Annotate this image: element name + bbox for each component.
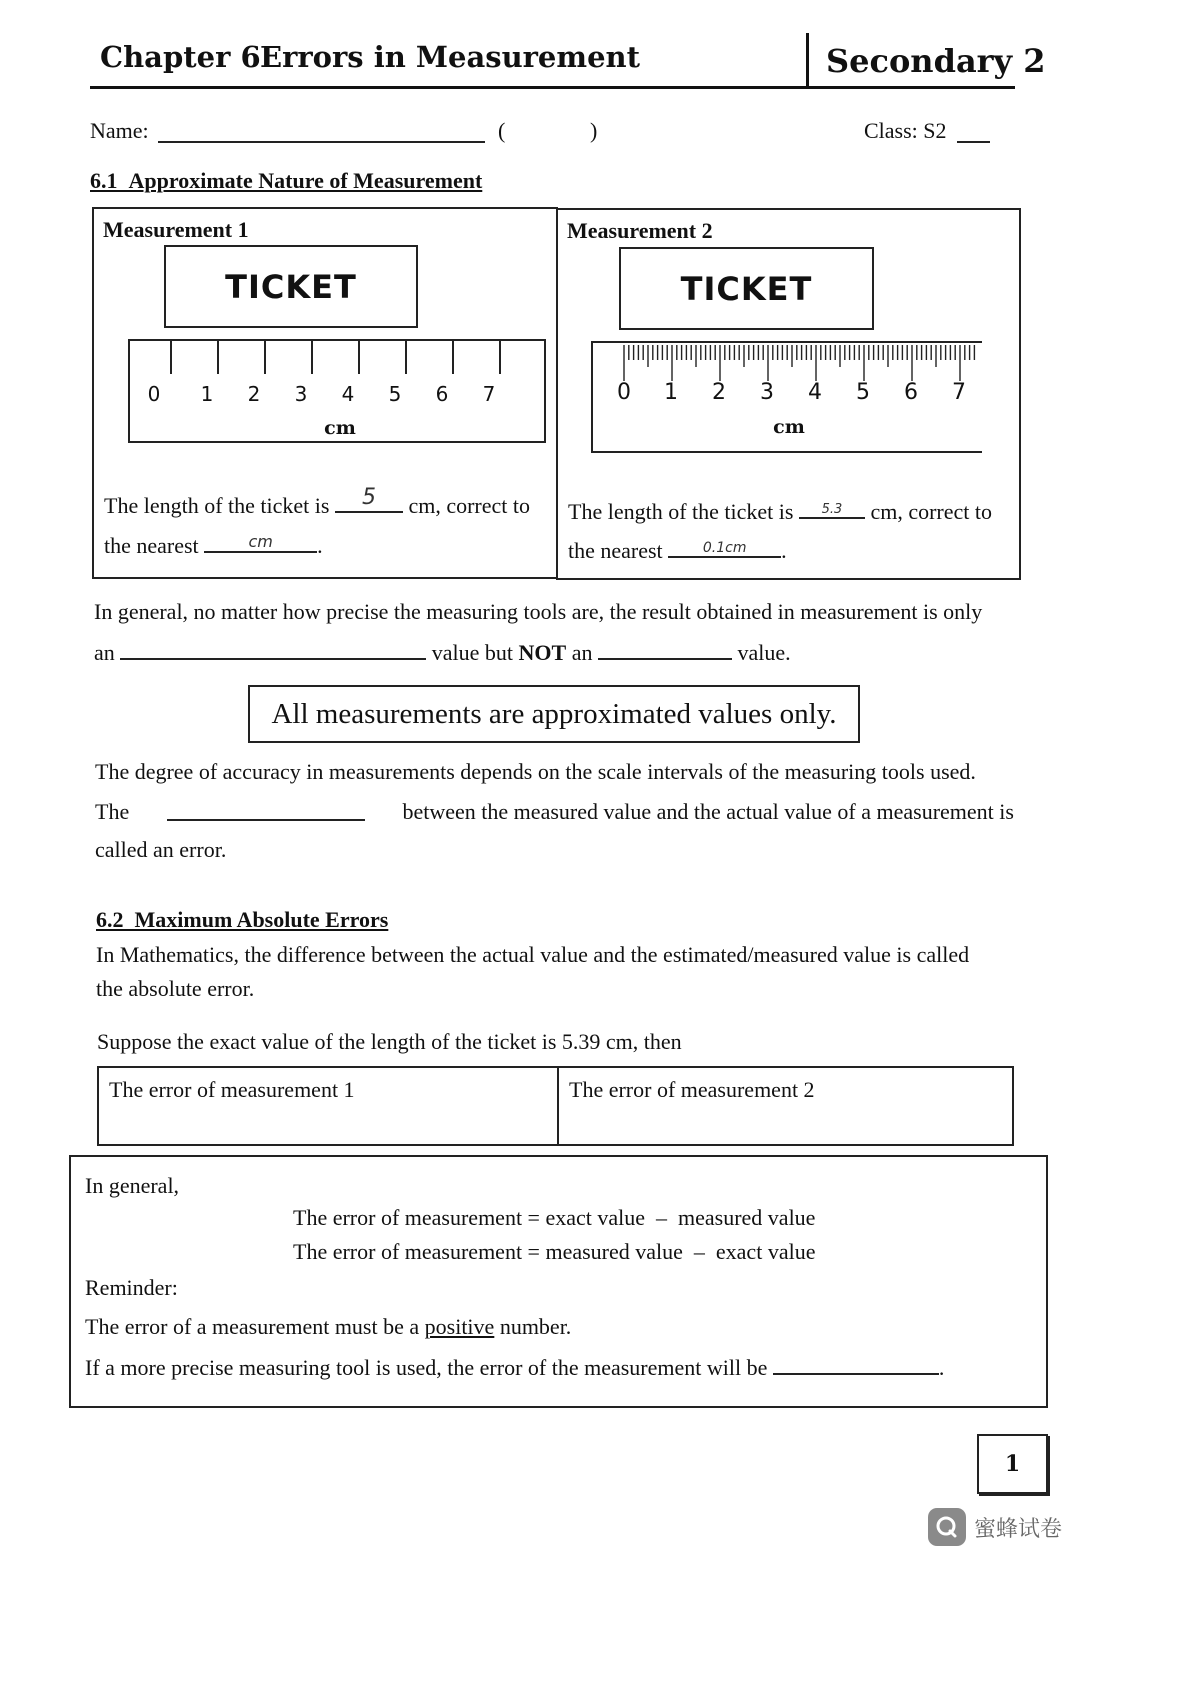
m2-nearest-answer[interactable] bbox=[668, 536, 781, 558]
rule-1-a: The error of a measurement must be a bbox=[85, 1314, 420, 1339]
absolute-error-intro-2: the absolute error. bbox=[96, 976, 255, 1001]
ruler-2-number: 0 bbox=[617, 380, 631, 405]
key-statement: All measurements are approximated values only. bbox=[271, 697, 837, 730]
reminder-label: Reminder: bbox=[85, 1275, 178, 1300]
class-label: Class: S2 bbox=[864, 118, 947, 143]
error-2-label: The error of measurement 2 bbox=[569, 1077, 815, 1102]
formula-1-left: The error of measurement = exact value bbox=[293, 1205, 646, 1230]
m2-sentence-b: cm, correct to bbox=[870, 499, 992, 524]
rule-2-blank[interactable] bbox=[773, 1353, 939, 1375]
rule-1-b: number. bbox=[499, 1314, 572, 1339]
formula-2-op: – bbox=[693, 1239, 705, 1264]
errors-table bbox=[97, 1066, 1014, 1146]
ruler-2-scale bbox=[593, 343, 984, 403]
general-rules-box bbox=[69, 1155, 1048, 1408]
ruler-1-tick bbox=[264, 341, 266, 374]
error-mid: between the measured value and the actual value of a measurement is bbox=[402, 799, 1014, 824]
rule-1-positive: positive bbox=[424, 1314, 495, 1339]
ticket-1 bbox=[164, 245, 418, 328]
ruler-1-number: 2 bbox=[247, 382, 261, 406]
errors-table-divider bbox=[557, 1068, 559, 1144]
general-line2 bbox=[94, 638, 791, 666]
name-label: Name: bbox=[90, 118, 149, 143]
section-6-1-title: Approximate Nature of Measurement bbox=[128, 168, 483, 193]
name-field[interactable] bbox=[158, 141, 485, 143]
ruler-2-number: 3 bbox=[760, 380, 774, 405]
difference-blank[interactable] bbox=[167, 799, 365, 821]
section-6-1-heading bbox=[90, 168, 482, 194]
header-divider bbox=[806, 33, 809, 88]
m2-nearest-handwriting: 0.1cm bbox=[702, 540, 747, 556]
measurement-1-title: Measurement 1 bbox=[103, 217, 249, 242]
m1-sentence-line1 bbox=[104, 485, 530, 519]
ruler-2-number: 7 bbox=[952, 380, 966, 405]
section-6-2-number: 6.2 bbox=[96, 907, 124, 932]
m2-end: . bbox=[781, 538, 787, 563]
ruler-1-tick bbox=[405, 341, 407, 374]
m2-sentence-a: The length of the ticket is bbox=[568, 499, 794, 524]
ruler-1-tick bbox=[358, 341, 360, 374]
ruler-cm bbox=[128, 339, 546, 443]
watermark bbox=[928, 1508, 1062, 1546]
m1-nearest-answer[interactable] bbox=[204, 531, 317, 553]
key-statement-box bbox=[248, 685, 860, 743]
ruler-mm bbox=[591, 341, 982, 453]
formula-2-left: The error of measurement = measured value bbox=[293, 1239, 683, 1264]
approximate-blank[interactable] bbox=[120, 638, 426, 660]
m1-sentence-b: cm, correct to bbox=[408, 493, 530, 518]
class-field[interactable] bbox=[957, 141, 990, 143]
ruler-1-tick bbox=[311, 341, 313, 374]
error-the: The bbox=[95, 799, 130, 824]
m1-sentence-c: the nearest bbox=[104, 533, 199, 558]
section-6-1-number: 6.1 bbox=[90, 168, 118, 193]
m1-length-handwriting: 5 bbox=[361, 485, 376, 510]
ruler-1-tick bbox=[452, 341, 454, 374]
index-paren-open: ( bbox=[498, 118, 506, 143]
exact-blank[interactable] bbox=[598, 638, 732, 660]
absolute-error-intro-1: In Mathematics, the difference between the actual value and the estimated/measured value is called bbox=[96, 942, 970, 967]
ruler-2-number: 6 bbox=[904, 380, 918, 405]
index-paren-close: ) bbox=[590, 118, 598, 143]
accuracy-line: The degree of accuracy in measurements depends on the scale intervals of the measuring tools used. bbox=[95, 759, 976, 784]
m1-nearest-handwriting: cm bbox=[248, 532, 273, 551]
ruler-1-tick bbox=[170, 341, 172, 374]
general-end: value. bbox=[737, 640, 791, 665]
error-1-label: The error of measurement 1 bbox=[109, 1077, 355, 1102]
section-6-2-title: Maximum Absolute Errors bbox=[134, 907, 389, 932]
watermark-logo-icon bbox=[928, 1508, 966, 1546]
rule-2 bbox=[85, 1353, 944, 1381]
page-number-box bbox=[977, 1434, 1048, 1494]
ruler-1-number: 1 bbox=[200, 382, 214, 406]
m2-length-handwriting: 5.3 bbox=[821, 502, 843, 517]
general-an: an bbox=[94, 640, 115, 665]
formula-1-op: – bbox=[656, 1205, 668, 1230]
m1-length-answer[interactable] bbox=[335, 485, 403, 513]
ticket-2 bbox=[619, 247, 874, 330]
suppose-line: Suppose the exact value of the length of the ticket is 5.39 cm, then bbox=[97, 1029, 682, 1054]
m2-sentence-line1 bbox=[568, 497, 992, 525]
m1-sentence-a: The length of the ticket is bbox=[104, 493, 330, 518]
rule-2-text: If a more precise measuring tool is used, the error of the measurement will be bbox=[85, 1355, 768, 1380]
ruler-1-number: 0 bbox=[147, 382, 161, 406]
formula-1 bbox=[293, 1205, 815, 1231]
ruler-1-number: 4 bbox=[341, 382, 355, 406]
ruler-2-number: 2 bbox=[712, 380, 726, 405]
ruler-2-unit: cm bbox=[773, 416, 805, 438]
ticket-1-label: TICKET bbox=[225, 267, 357, 306]
m2-length-answer[interactable] bbox=[799, 497, 865, 519]
m1-sentence-line2 bbox=[104, 531, 323, 559]
in-general: In general, bbox=[85, 1173, 180, 1198]
ruler-1-tick bbox=[499, 341, 501, 374]
ruler-1-number: 6 bbox=[435, 382, 449, 406]
error-end: called an error. bbox=[95, 837, 227, 862]
formula-2 bbox=[293, 1239, 815, 1265]
ruler-1-number: 5 bbox=[388, 382, 402, 406]
page-number: 1 bbox=[1004, 1451, 1021, 1477]
m2-sentence-line2 bbox=[568, 536, 787, 564]
formula-1-right: measured value bbox=[678, 1205, 816, 1230]
rule-1 bbox=[85, 1314, 571, 1340]
general-line1: In general, no matter how precise the measuring tools are, the result obtained in measurement is only bbox=[94, 599, 983, 624]
ruler-1-unit: cm bbox=[324, 417, 356, 439]
section-6-2-heading bbox=[96, 907, 388, 933]
m2-sentence-c: the nearest bbox=[568, 538, 663, 563]
ruler-2-number: 4 bbox=[808, 380, 822, 405]
watermark-text: 蜜蜂试卷 bbox=[974, 1516, 1063, 1542]
ticket-2-label: TICKET bbox=[680, 269, 813, 308]
ruler-2-number: 1 bbox=[664, 380, 678, 405]
formula-2-right: exact value bbox=[715, 1239, 816, 1264]
general-mid-a: value but bbox=[431, 640, 514, 665]
error-definition-line bbox=[95, 799, 1014, 825]
m1-end: . bbox=[317, 533, 323, 558]
ruler-2-number: 5 bbox=[856, 380, 870, 405]
general-mid-b: an bbox=[571, 640, 593, 665]
measurement-2-title: Measurement 2 bbox=[567, 218, 713, 243]
ruler-1-number: 7 bbox=[482, 382, 496, 406]
ruler-1-number: 3 bbox=[294, 382, 308, 406]
level-label: Secondary 2 bbox=[826, 42, 1046, 80]
ruler-1-tick bbox=[217, 341, 219, 374]
chapter-number: Chapter 6 bbox=[100, 40, 261, 74]
chapter-title: Errors in Measurement bbox=[260, 40, 641, 74]
general-not: NOT bbox=[518, 640, 567, 665]
rule-2-end: . bbox=[938, 1355, 945, 1380]
header-rule bbox=[90, 86, 1015, 89]
